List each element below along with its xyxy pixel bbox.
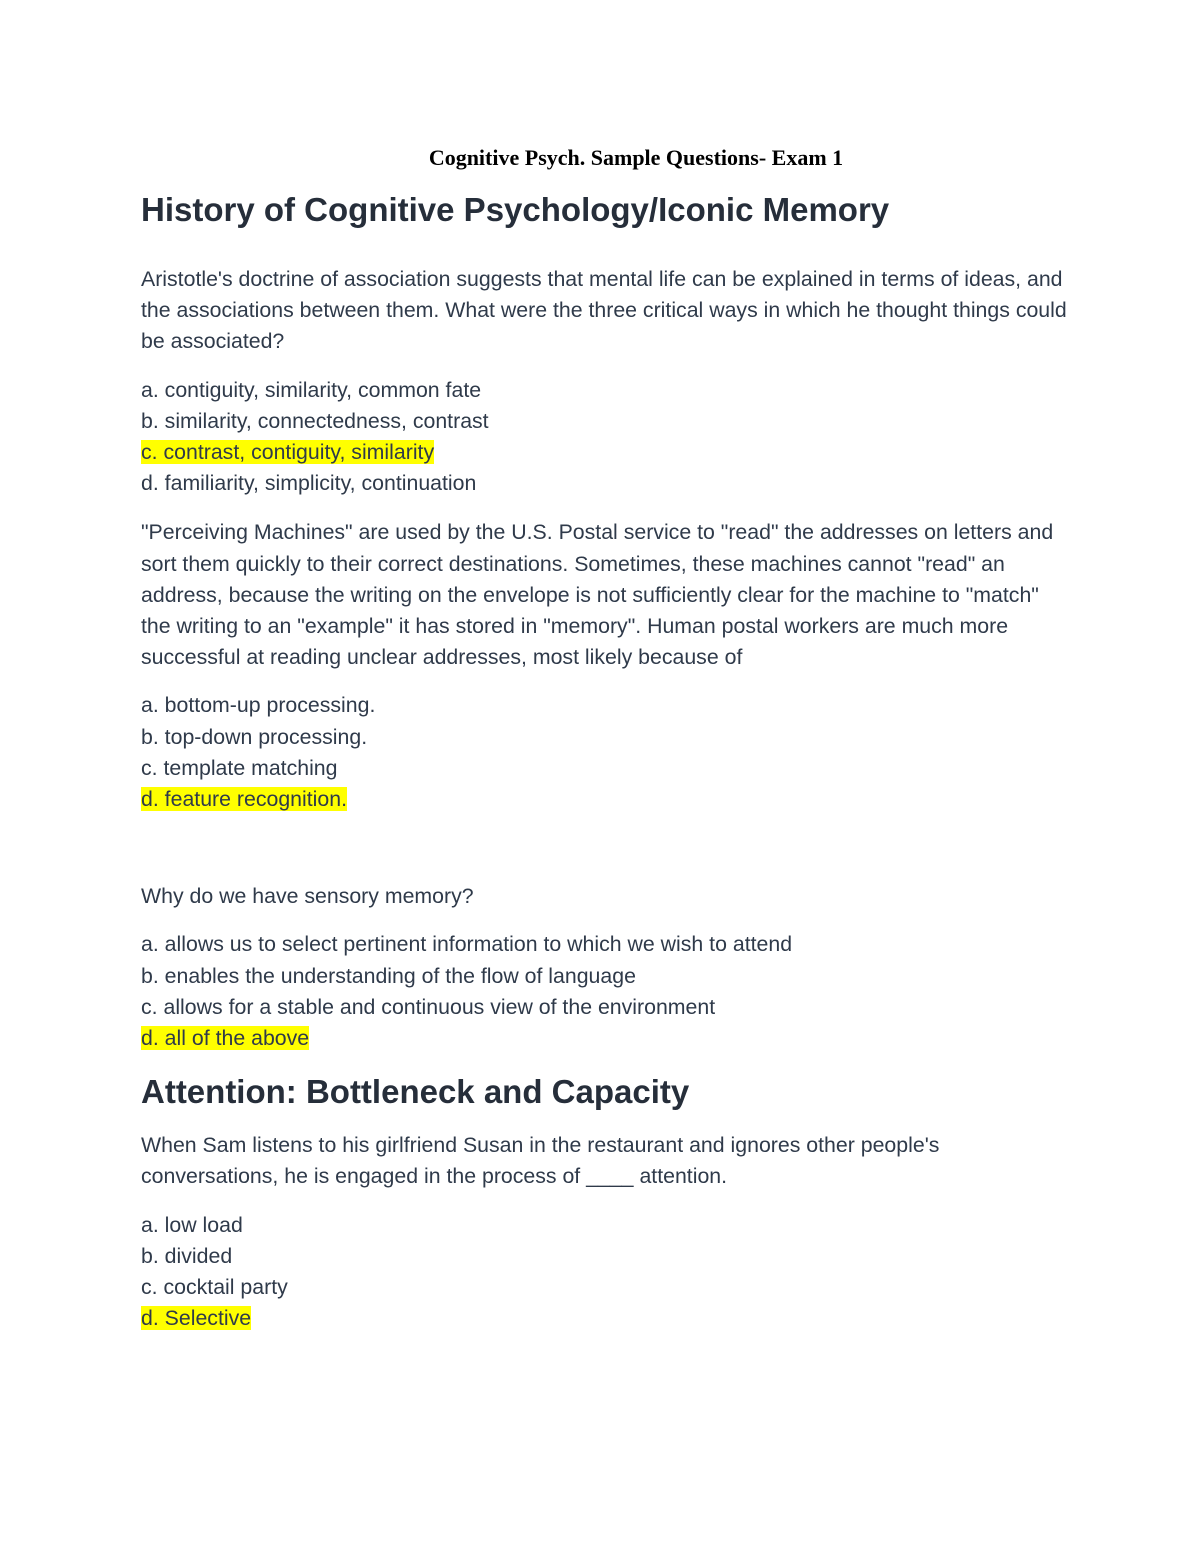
document-page <box>141 140 1071 1334</box>
section-heading-attention: Attention: Bottleneck and Capacity <box>141 1073 690 1111</box>
answer-options <box>141 690 1071 815</box>
answer-option-c-correct <box>141 437 1071 468</box>
answer-option-d-correct <box>141 784 1071 815</box>
answer-option-b: b. similarity, connectedness, contrast <box>141 408 489 433</box>
answer-option-a: a. contiguity, similarity, common fate <box>141 377 482 402</box>
answer-option-b: b. divided <box>141 1243 233 1268</box>
answer-option-d: d. familiarity, simplicity, continuation <box>141 471 477 496</box>
question-text: "Perceiving Machines" are used by the U.S. Postal service to "read" the addresses on letters and sort them quickly to their correct destinations. Sometimes, these machines cannot "read" an address, because the writing on the envelope is not sufficiently clear for the machine to "match" the writing to an "example" it has stored in "memory". Human postal workers are much more successful at reading unclear addresses, most likely because of <box>141 520 1054 670</box>
answer-option-b: b. enables the understanding of the flow of language <box>141 963 636 988</box>
answer-option-a: a. low load <box>141 1212 243 1237</box>
question-text: When Sam listens to his girlfriend Susan in the restaurant and ignores other people's conversations, he is engaged in the process of ____ attention. <box>141 1133 940 1189</box>
answer-option-c: c. template matching <box>141 755 338 780</box>
highlighted-answer: d. all of the above <box>141 1026 310 1051</box>
answer-option-a: a. allows us to select pertinent information to which we wish to attend <box>141 932 793 957</box>
question-text: Aristotle's doctrine of association suggests that mental life can be explained in terms of ideas, and the associations between them. What were the three critical ways in which he thought things could be associated? <box>141 267 1067 354</box>
question-text: Why do we have sensory memory? <box>141 884 474 909</box>
answer-options <box>141 375 1071 500</box>
answer-options <box>141 1210 1071 1335</box>
document-title: Cognitive Psych. Sample Questions- Exam 1 <box>428 145 844 170</box>
highlighted-answer: d. feature recognition. <box>141 787 348 812</box>
highlighted-answer: d. Selective <box>141 1306 252 1331</box>
answer-options <box>141 929 1071 1054</box>
answer-option-b: b. top-down processing. <box>141 724 368 749</box>
answer-option-d-correct <box>141 1023 1071 1054</box>
answer-option-a: a. bottom-up processing. <box>141 693 376 718</box>
section-heading-history: History of Cognitive Psychology/Iconic Memory <box>141 191 890 228</box>
answer-option-d-correct <box>141 1303 1071 1334</box>
answer-option-c: c. cocktail party <box>141 1275 288 1300</box>
answer-option-c: c. allows for a stable and continuous view of the environment <box>141 994 716 1019</box>
highlighted-answer: c. contrast, contiguity, similarity <box>141 440 435 465</box>
